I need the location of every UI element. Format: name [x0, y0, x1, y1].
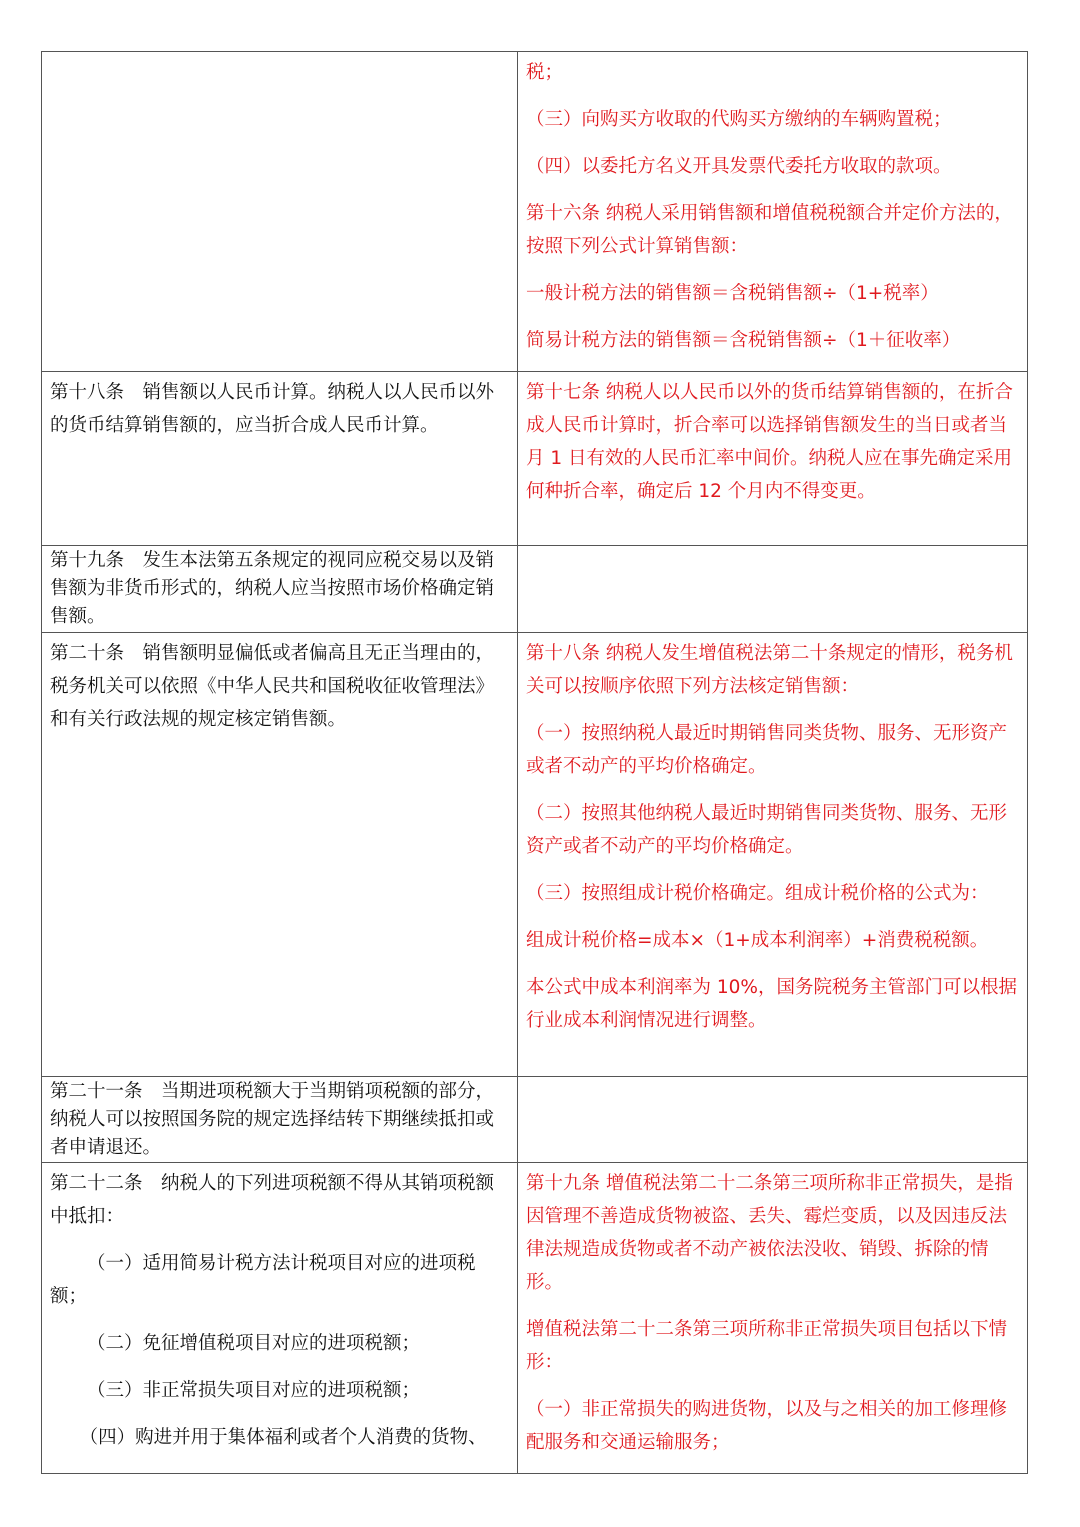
paragraph: （三）向购买方收取的代购买方缴纳的车辆购置税；	[526, 109, 952, 130]
paragraph: 第十七条 纳税人以人民币以外的货币结算销售额的，在折合成人民币计算时，折合率可以选择销售额发生的当日或者当月 1 日有效的人民币汇率中间价。纳税人应在事先确定采用何种折合率，确定后 12 个月内不得变更。	[526, 382, 1013, 502]
right-cell	[518, 1163, 1028, 1474]
left-cell	[42, 372, 518, 546]
paragraph: 第十八条 纳税人发生增值税法第二十条规定的情形，税务机关可以按顺序依照下列方法核定销售额：	[526, 643, 1013, 697]
paragraph: （一）适用简易计税方法计税项目对应的进项税额；	[50, 1253, 476, 1307]
paragraph: （三）按照组成计税价格确定。组成计税价格的公式为：	[526, 883, 989, 904]
paragraph: （二）免征增值税项目对应的进项税额；	[87, 1333, 421, 1354]
paragraph: 第十九条 增值税法第二十二条第三项所称非正常损失，是指因管理不善造成货物被盗、丢失、霉烂变质，以及因违反法律法规造成货物或者不动产被依法没收、销毁、拆除的情形。	[526, 1173, 1013, 1293]
paragraph: （四）以委托方名义开具发票代委托方收取的款项。	[526, 156, 952, 177]
paragraph: 组成计税价格=成本×（1+成本利润率）+消费税税额。	[526, 930, 989, 951]
right-cell	[518, 372, 1028, 546]
table-row	[42, 633, 1028, 1077]
right-cell	[518, 633, 1028, 1077]
table-row	[42, 1163, 1028, 1474]
table-row	[42, 1077, 1028, 1163]
article-21: 第二十一条 当期进项税额大于当期销项税额的部分，纳税人可以按照国务院的规定选择结转下期继续抵扣或者申请退还。	[50, 1081, 495, 1158]
paragraph: 增值税法第二十二条第三项所称非正常损失项目包括以下情形：	[526, 1319, 1008, 1373]
left-cell	[42, 546, 518, 633]
table-row	[42, 546, 1028, 633]
paragraph: （一）非正常损失的购进货物，以及与之相关的加工修理修配服务和交通运输服务；	[526, 1399, 1008, 1453]
left-cell	[42, 1077, 518, 1163]
article-18: 第十八条 销售额以人民币计算。纳税人以人民币以外的货币结算销售额的，应当折合成人民币计算。	[50, 382, 495, 436]
table-row	[42, 372, 1028, 546]
right-cell	[518, 546, 1028, 633]
right-cell	[518, 1077, 1028, 1163]
article-22: 第二十二条 纳税人的下列进项税额不得从其销项税额中抵扣：	[50, 1173, 495, 1227]
left-cell	[42, 52, 518, 372]
paragraph: 简易计税方法的销售额＝含税销售额÷（1＋征收率）	[526, 330, 961, 351]
paragraph: 税；	[526, 62, 564, 83]
paragraph: 第十六条 纳税人采用销售额和增值税税额合并定价方法的，按照下列公式计算销售额：	[526, 203, 1013, 257]
paragraph: 一般计税方法的销售额＝含税销售额÷（1+税率）	[526, 283, 939, 304]
regulation-comparison-table	[41, 51, 1028, 1474]
right-cell	[518, 52, 1028, 372]
paragraph: （二）按照其他纳税人最近时期销售同类货物、服务、无形资产或者不动产的平均价格确定。	[526, 803, 1008, 857]
article-20: 第二十条 销售额明显偏低或者偏高且无正当理由的，税务机关可以依照《中华人民共和国税收征收管理法》和有关行政法规的规定核定销售额。	[50, 643, 495, 730]
table-row	[42, 52, 1028, 372]
paragraph: （三）非正常损失项目对应的进项税额；	[87, 1380, 421, 1401]
article-19: 第十九条 发生本法第五条规定的视同应税交易以及销售额为非货币形式的，纳税人应当按照市场价格确定销售额。	[50, 550, 495, 627]
paragraph: （四）购进并用于集体福利或者个人消费的货物、	[79, 1427, 487, 1448]
left-cell	[42, 1163, 518, 1474]
left-cell	[42, 633, 518, 1077]
paragraph: 本公式中成本利润率为 10%，国务院税务主管部门可以根据行业成本利润情况进行调整。	[526, 977, 1018, 1031]
paragraph: （一）按照纳税人最近时期销售同类货物、服务、无形资产或者不动产的平均价格确定。	[526, 723, 1008, 777]
